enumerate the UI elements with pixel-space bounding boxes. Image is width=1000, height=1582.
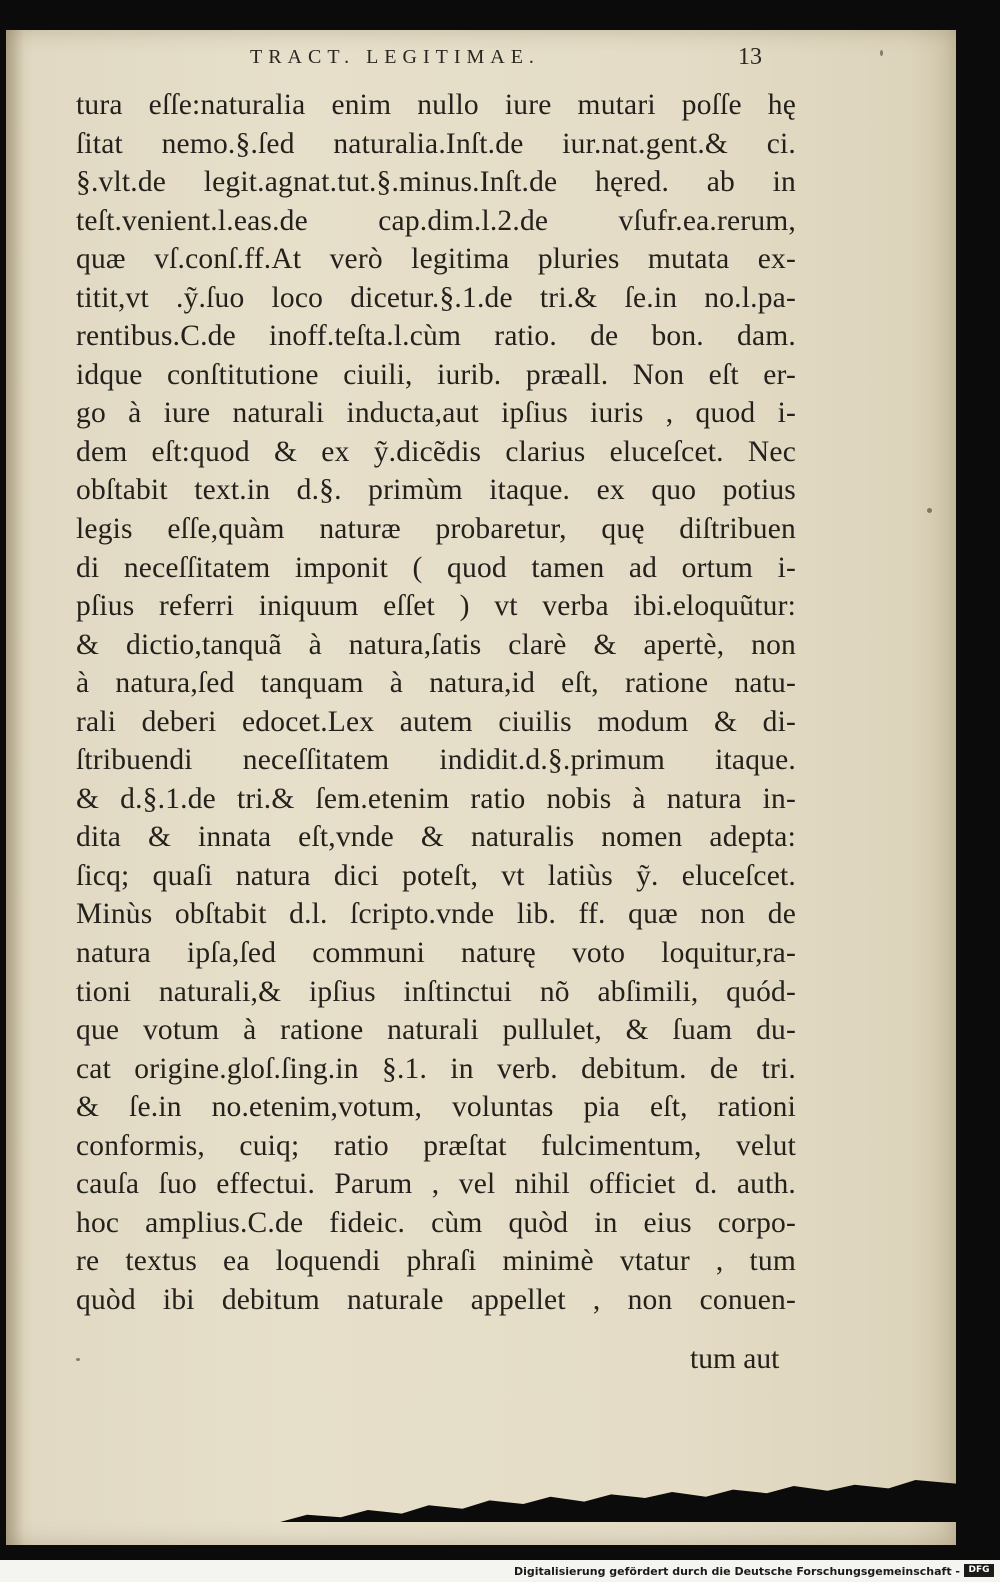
text-line: quæ vſ.conſ.ff.At verò legitima pluries mutata ex- <box>76 243 796 276</box>
text-line: & d.§.1.de tri.& ſem.etenim ratio nobis à natura in- <box>76 782 796 815</box>
digitization-credit: Digitalisierung gefördert durch die Deutsche Forschungsgemeinschaft - <box>513 1565 960 1578</box>
text-line: pſius referri iniquum eſſet ) vt verba ibi.eloquũtur: <box>76 590 796 623</box>
ink-speck <box>927 508 932 513</box>
text-line: dita & innata eſt,vnde & naturalis nomen adepta: <box>76 821 796 854</box>
text-line: conformis, cuiq; ratio præſtat fulcimentum, velut <box>76 1129 796 1162</box>
text-line: re textus ea loquendi phraſi minimè vtatur , tum <box>76 1245 796 1278</box>
page-body-text <box>76 86 796 1320</box>
text-line: cauſa ſuo effectui. Parum , vel nihil officiet d. auth. <box>76 1168 796 1201</box>
text-line: rali deberi edocet.Lex autem ciuilis modum & di- <box>76 705 796 738</box>
dfg-logo: DFG <box>964 1564 994 1577</box>
catchword: tum aut <box>690 1343 780 1375</box>
text-line: & ſe.in no.etenim,votum, voluntas pia eſt, rationi <box>76 1091 796 1124</box>
text-line: tioni naturali,& ipſius inſtinctui nõ abſimili, quód- <box>76 975 796 1008</box>
page-number: 13 <box>738 44 762 70</box>
text-line: natura ipſa,ſed communi naturę voto loquitur,ra- <box>76 937 796 970</box>
text-line: tura eſſe:naturalia enim nullo iure mutari poſſe hę <box>76 89 796 121</box>
text-line: di neceſſitatem imponit ( quod tamen ad ortum i- <box>76 551 796 584</box>
text-line: §.vlt.de legit.agnat.tut.§.minus.Inſt.de hęred. ab in <box>76 166 796 199</box>
text-line: que votum à ratione naturali pullulet, & ſuam du- <box>76 1014 796 1047</box>
text-line: ſitat nemo.§.ſed naturalia.Inſt.de iur.nat.gent.& ci. <box>76 127 796 160</box>
text-line: dem eſt:quod & ex ỹ.dicẽdis clarius eluceſcet. Nec <box>76 435 796 468</box>
text-line: idque conſtitutione ciuili, iurib. præall. Non eſt er- <box>76 358 796 391</box>
text-line: Minùs obſtabit d.l. ſcripto.vnde lib. ff. quæ non de <box>76 898 796 931</box>
text-line: ſicq; quaſi natura dici poteſt, vt latiùs ỹ. eluceſcet. <box>76 859 796 892</box>
text-line: ſtribuendi neceſſitatem indidit.d.§.primum itaque. <box>76 744 796 777</box>
text-line: titit,vt .ỹ.ſuo loco dicetur.§.1.de tri.& ſe.in no.l.pa- <box>76 281 796 314</box>
text-line: rentibus.C.de inoff.teſta.l.cùm ratio. de bon. dam. <box>76 320 796 353</box>
ink-speck <box>880 50 883 56</box>
page-gutter-shadow <box>6 30 24 1545</box>
text-line: hoc amplius.C.de fideic. cùm quòd in eius corpo- <box>76 1206 796 1239</box>
text-line: & dictio,tanquã à natura,ſatis clarè & apertè, non <box>76 628 796 661</box>
text-line: obſtabit text.in d.§. primùm itaque. ex quo potius <box>76 474 796 507</box>
text-line: teſt.venient.l.eas.de cap.dim.l.2.de vſufr.ea.rerum, <box>76 204 796 237</box>
text-line: quòd ibi debitum naturale appellet , non conuen- <box>76 1283 796 1316</box>
running-head: TRACT. LEGITIMAE. <box>250 46 540 68</box>
ink-speck <box>76 1358 80 1361</box>
text-line: legis eſſe,quàm naturæ probaretur, quę diſtribuen <box>76 513 796 546</box>
text-line: à natura,ſed tanquam à natura,id eſt, ratione natu- <box>76 667 796 700</box>
text-line: cat origine.gloſ.ſing.in §.1. in verb. debitum. de tri. <box>76 1052 796 1085</box>
text-line: go à iure naturali inducta,aut ipſius iuris , quod i- <box>76 397 796 430</box>
